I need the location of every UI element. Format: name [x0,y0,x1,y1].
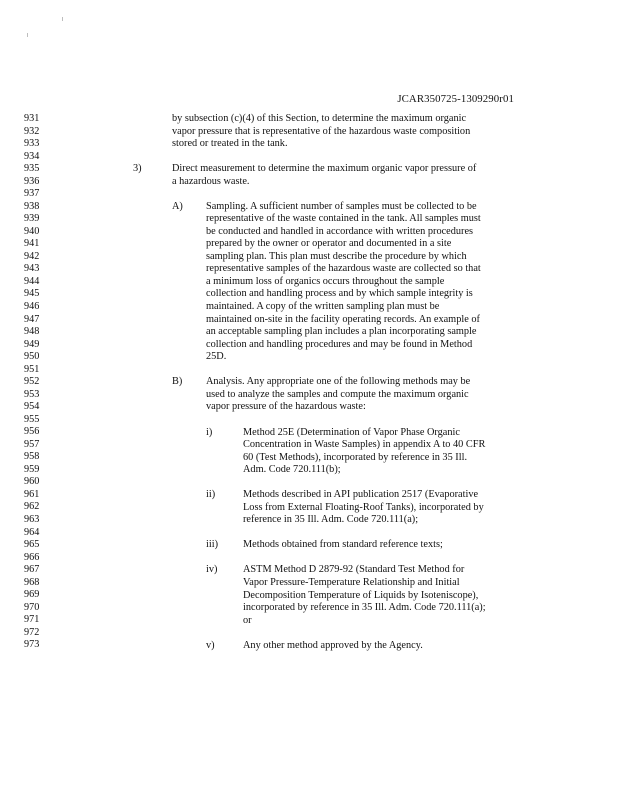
text-line: stored or treated in the tank. [172,138,288,150]
text-line: Vapor Pressure-Temperature Relationship and Initial [243,576,460,588]
line-number-column [24,113,64,652]
line-number: 957 [24,438,40,450]
text-line: collection and handling process and by which sample integrity is [206,288,473,300]
text-line: 60 (Test Methods), incorporated by reference in 35 Ill. [243,451,468,463]
line-number: 936 [24,175,40,187]
text-line: vapor pressure of the hazardous waste: [206,401,366,413]
item-a-marker: A) [172,200,183,212]
item-3-paragraph [172,163,476,188]
line-number: 932 [24,125,40,137]
text-line: used to analyze the samples and compute the maximum organic [206,388,469,400]
text-line: Methods obtained from standard reference texts; [243,539,443,551]
text-line: Adm. Code 720.111(b); [243,464,341,476]
text-line: representative of the waste contained in the tank. All samples must [206,213,481,225]
method-item-text [243,640,423,653]
line-number: 945 [24,288,40,300]
line-number: 948 [24,326,40,338]
item-3-marker: 3) [133,163,142,175]
line-number: 969 [24,589,40,601]
text-line: Loss from External Floating-Roof Tanks), incorporated by [243,501,484,513]
line-number: 954 [24,401,40,413]
line-number: 935 [24,163,40,175]
line-number: 968 [24,576,40,588]
text-line: ASTM Method D 2879-92 (Standard Test Method for [243,564,465,576]
text-line: Concentration in Waste Samples) in appendix A to 40 CFR [243,439,486,451]
text-line: Methods described in API publication 2517 (Evaporative [243,489,479,501]
method-item-marker: iii) [206,539,219,551]
line-number: 937 [24,188,40,200]
line-number: 950 [24,351,40,363]
text-line: a minimum loss of organics occurs throughout the sample [206,275,445,287]
text-line: maintained on-site in the facility operating records. An example of [206,313,480,325]
text-line: collection and handling procedures and may be found in Method [206,338,473,350]
line-number: 971 [24,614,40,626]
line-number: 938 [24,200,40,212]
scan-artifact [62,17,63,21]
line-number: 941 [24,238,40,250]
text-line: Direct measurement to determine the maximum organic vapor pressure of [172,163,477,175]
text-line: Method 25E (Determination of Vapor Phase Organic [243,426,460,438]
text-line: maintained. A copy of the written sampling plan must be [206,301,440,313]
text-line: reference in 35 Ill. Adm. Code 720.111(a); [243,514,419,526]
line-number: 943 [24,263,40,275]
text-line: Decomposition Temperature of Liquids by Isoteniscope), [243,589,479,601]
line-number: 963 [24,514,40,525]
item-b-paragraph [206,376,470,414]
text-line: Any other method approved by the Agency. [243,639,423,651]
text-line: a hazardous waste. [172,175,250,187]
method-item-text [243,489,484,527]
line-number: 942 [24,250,40,262]
text-line: 25D. [206,351,227,363]
line-number: 972 [24,626,40,638]
line-number: 946 [24,300,40,312]
line-number: 947 [24,313,40,325]
line-number: 931 [24,113,40,124]
method-item-text [243,539,443,552]
line-number: 953 [24,388,40,400]
line-number: 973 [24,639,40,651]
text-line: prepared by the owner or operator and documented in a site [206,238,452,250]
method-item-marker: v) [206,639,215,651]
line-number: 951 [24,363,40,375]
text-line: Sampling. A sufficient number of samples must be collected to be [206,200,477,212]
line-number: 940 [24,225,40,237]
line-number: 944 [24,275,40,287]
line-number: 967 [24,564,40,576]
line-number: 961 [24,488,40,500]
intro-paragraph [172,113,470,151]
line-number: 962 [24,501,40,513]
text-line: Analysis. Any appropriate one of the following methods may be [206,376,471,388]
document-id: JCAR350725-1309290r01 [397,93,514,105]
text-line: or [243,614,252,626]
text-line: representative samples of the hazardous waste are collected so that [206,263,481,275]
text-line: be conducted and handled in accordance with written procedures [206,225,474,237]
text-line: by subsection (c)(4) of this Section, to determine the maximum organic [172,113,467,124]
line-number: 952 [24,376,40,388]
scan-artifact [27,33,28,37]
line-number: 960 [24,476,40,488]
text-line: sampling plan. This plan must describe the procedure by which [206,250,467,262]
line-number: 933 [24,138,40,150]
line-number: 949 [24,338,40,350]
text-line: incorporated by reference in 35 Ill. Adm. Code 720.111(a); [243,602,486,614]
method-item-marker: i) [206,426,213,438]
line-number: 964 [24,526,40,538]
text-line: an acceptable sampling plan includes a plan incorporating sample [206,326,477,338]
line-number: 958 [24,451,40,463]
item-a-paragraph [206,201,481,364]
line-number: 956 [24,426,40,438]
line-number: 934 [24,150,40,162]
line-number: 965 [24,539,40,551]
method-item-marker: iv) [206,564,218,576]
method-item-marker: ii) [206,489,216,501]
line-number: 966 [24,551,40,563]
text-line: vapor pressure that is representative of the hazardous waste composition [172,125,471,137]
line-number: 959 [24,463,40,475]
method-item-text [243,427,485,477]
line-number: 955 [24,413,40,425]
line-number: 970 [24,601,40,613]
method-item-text [243,564,486,627]
item-b-marker: B) [172,376,183,388]
line-number: 939 [24,213,40,225]
